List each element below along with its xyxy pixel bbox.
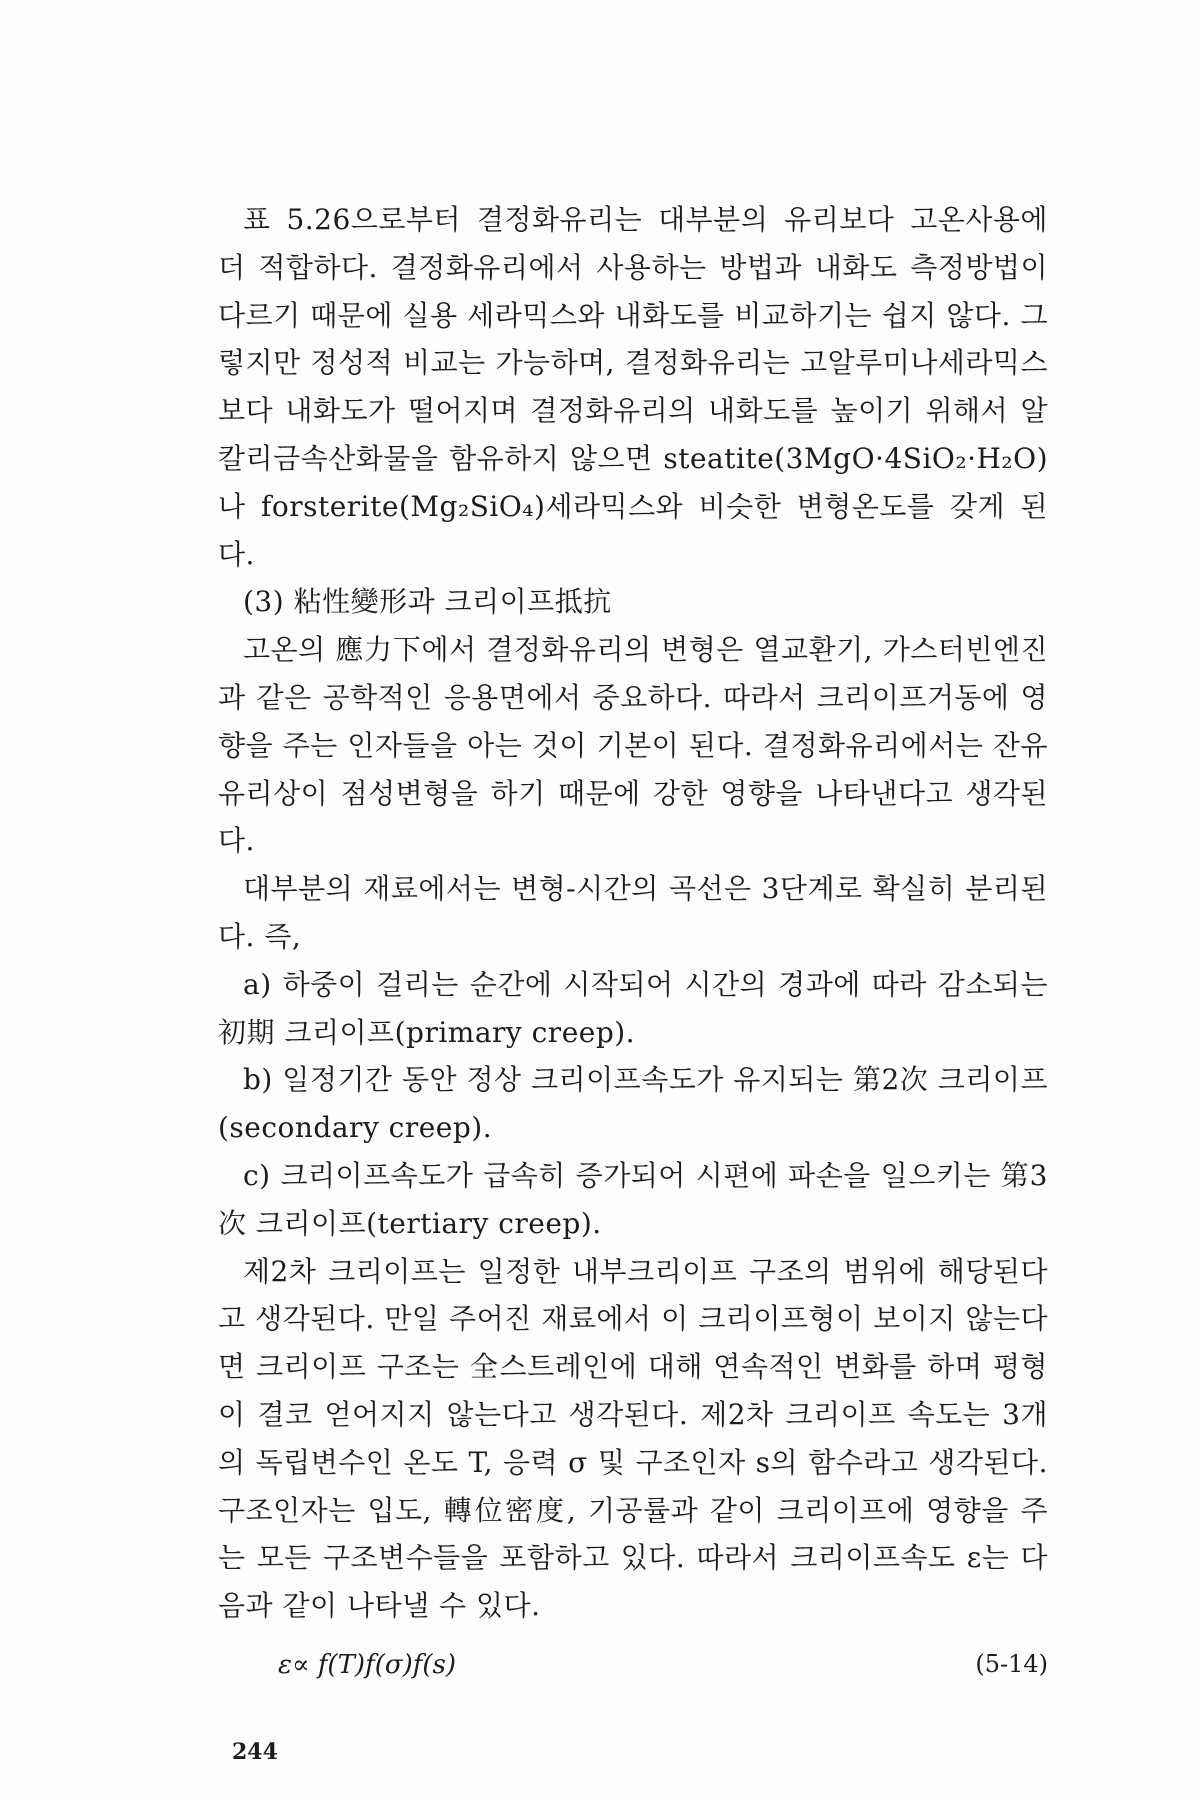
equation-number: (5-14)	[975, 1650, 1048, 1678]
equation-row	[218, 1650, 1048, 1690]
paragraph-secondary-creep: 제2차 크리이프는 일정한 내부크리이프 구조의 범위에 해당된다고 생각된다. 만일 주어진 재료에서 이 크리이프형이 보이지 않는다면 크리이프 구조는 全스트레인에 대해 연속적인 변화를 하며 평형이 결코 얻어지지 않는다고 생각된다. 제2차 크리이프 속도는 3개의 독립변수인 온도 T, 응력 σ 및 구조인자 s의 함수라고 생각된다. 구조인자는 입도, 轉位密度, 기공률과 같이 크리이프에 영향을 주는 모든 구조변수들을 포함하고 있다. 따라서 크리이프속도 ε는 다음과 같이 나타낼 수 있다.	[218, 1254, 1048, 1623]
paragraph-stages-intro: 대부분의 재료에서는 변형-시간의 곡선은 3단계로 확실히 분리된다. 즉,	[218, 872, 1048, 953]
body-text	[218, 196, 1048, 1630]
equation: ε∝ f(T)f(σ)f(s)	[278, 1650, 456, 1680]
paragraph-creep-importance: 고온의 應力下에서 결정화유리의 변형은 열교환기, 가스터빈엔진과 같은 공학적인 응용면에서 중요하다. 따라서 크리이프거동에 영향을 주는 인자들을 아는 것이 기본이 된다. 결정화유리에서는 잔유유리상이 점성변형을 하기 때문에 강한 영향을 나타낸다고 생각된다.	[218, 633, 1048, 858]
page-number: 244	[232, 1739, 278, 1765]
list-item-secondary: b) 일정기간 동안 정상 크리이프속도가 유지되는 第2次 크리이프(secondary creep).	[218, 1063, 1048, 1145]
section-heading: (3) 粘性變形과 크리이프抵抗	[243, 585, 612, 619]
paragraph-intro: 표 5.26으로부터 결정화유리는 대부분의 유리보다 고온사용에 더 적합하다. 결정화유리에서 사용하는 방법과 내화도 측정방법이 다르기 때문에 실용 세라믹스와 내화도를 비교하기는 쉽지 않다. 그렇지만 정성적 비교는 가능하며, 결정화유리는 고알루미나세라믹스보다 내화도가 떨어지며 결정화유리의 내화도를 높이기 위해서 알칼리금속산화물을 함유하지 않으면 steatite(3MgO·4SiO₂·H₂O)나 forsterite(Mg₂SiO₄)세라믹스와 비슷한 변형온도를 갖게 된다.	[218, 203, 1048, 571]
list-item-tertiary: c) 크리이프속도가 급속히 증가되어 시편에 파손을 일으키는 第3次 크리이프(tertiary creep).	[218, 1158, 1048, 1240]
list-item-primary: a) 하중이 걸리는 순간에 시작되어 시간의 경과에 따라 감소되는 初期 크리이프(primary creep).	[218, 967, 1048, 1049]
